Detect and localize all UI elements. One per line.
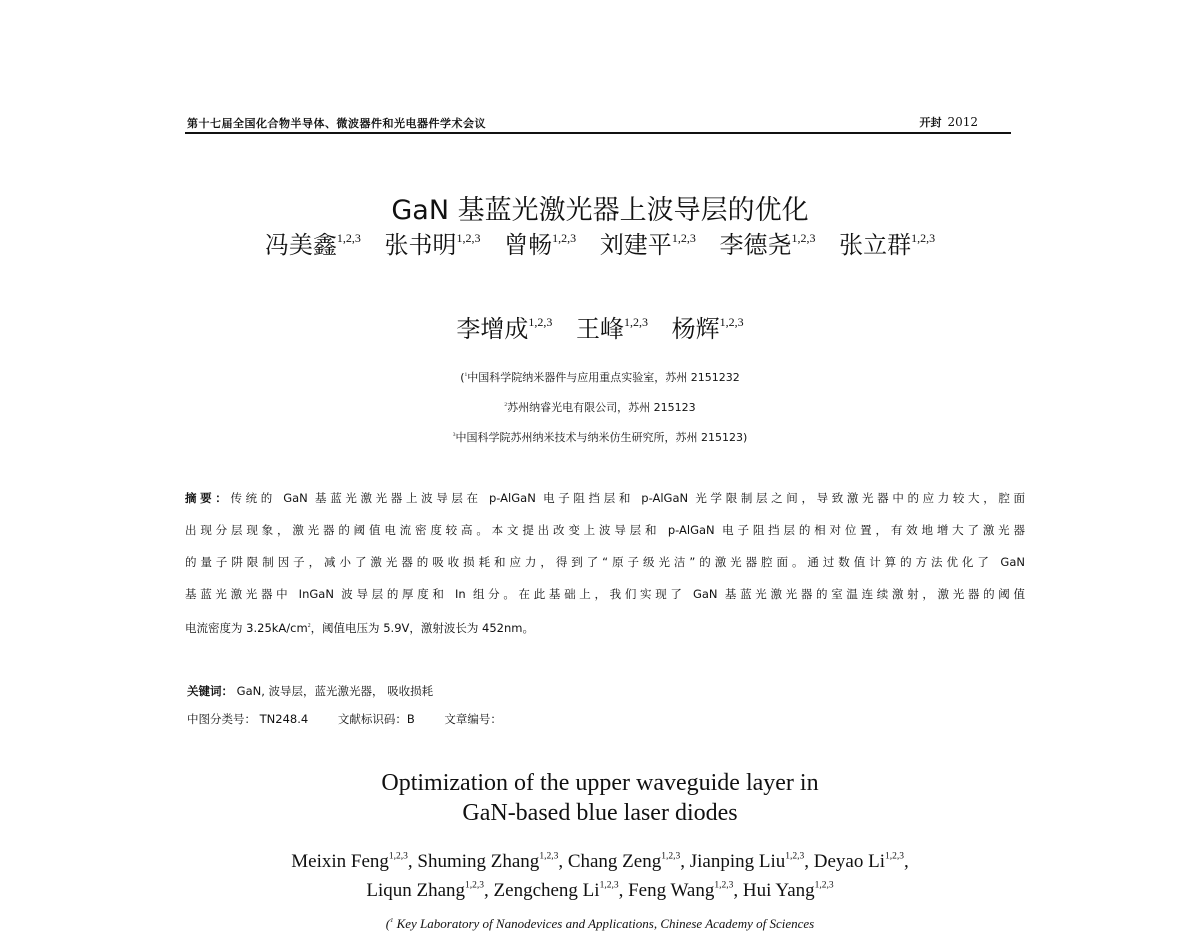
affiliation-en: ($^1$ Key Laboratory of Nanodevices and Applications, Chinese Academy of Sciences xyxy=(385,916,815,931)
abstract-line: 电流密度为 $3.25kA/cm^2$，阈值电压为 5.9V，激射波长为 452nm。 xyxy=(185,621,534,636)
classification xyxy=(187,711,528,727)
authors-cn-line2 xyxy=(0,309,1200,344)
author: Liqun Zhang$^{1,2,3}$, xyxy=(366,880,494,901)
affiliation-cn: $^3$中国科学院苏州纳米技术与纳米仿生研究所，苏州 215123) xyxy=(452,431,748,444)
author: Shuming Zhang$^{1,2,3}$, xyxy=(417,851,568,872)
author: 曾畅$^{1,2,3}$ xyxy=(504,231,577,259)
abstract-line: 摘要：传统的 GaN 基蓝光激光器上波导层在 p-AlGaN 电子阻挡层和 p-AlGaN 光学限制层之间，导致激光器中的应力较大，腔面 xyxy=(185,491,1025,505)
authors-en-line1 xyxy=(0,851,1200,873)
document-code: 文献标识码：B xyxy=(337,712,415,726)
author: 张书明$^{1,2,3}$ xyxy=(384,231,481,259)
author: 冯美鑫$^{1,2,3}$ xyxy=(264,231,361,259)
header-year: 2012 xyxy=(947,115,978,129)
paper-title-en: Optimization of the upper waveguide layer in GaN-based blue laser diodes xyxy=(381,770,819,826)
author: 张立群$^{1,2,3}$ xyxy=(839,231,936,259)
author: 刘建平$^{1,2,3}$ xyxy=(599,231,696,259)
keywords-label: 关键词： xyxy=(187,684,233,698)
affiliation-cn: ($^1$中国科学院纳米器件与应用重点实验室，苏州 2151232 xyxy=(460,371,740,384)
author: Jianping Liu$^{1,2,3}$, xyxy=(689,851,814,872)
header-city: 开封 xyxy=(919,116,942,129)
author: 王峰$^{1,2,3}$ xyxy=(576,315,648,343)
author: 杨辉$^{1,2,3}$ xyxy=(671,315,744,343)
paper-title-cn: GaN 基蓝光激光器上波导层的优化 xyxy=(391,195,809,226)
affiliation-cn: $^2$苏州纳睿光电有限公司，苏州 215123 xyxy=(504,401,696,414)
header-date xyxy=(919,114,978,130)
abstract-line: 出现分层现象，激光器的阈值电流密度较高。本文提出改变上波导层和 p-AlGaN 电子阻挡层的相对位置，有效地增大了激光器 xyxy=(185,523,1025,537)
conference-header: 第十七届全国化合物半导体、微波器件和光电器件学术会议 xyxy=(187,117,486,130)
abstract-line: 的量子阱限制因子，减小了激光器的吸收损耗和应力，得到了“原子级光洁”的激光器腔面。通过数值计算的方法优化了 GaN xyxy=(185,555,1025,569)
author: Chang Zeng$^{1,2,3}$, xyxy=(567,851,690,872)
author: Meixin Feng$^{1,2,3}$, xyxy=(291,851,418,872)
keywords: 关键词： GaN, 波导层，蓝光激光器， 吸收损耗 xyxy=(187,684,434,698)
abstract-line: 基蓝光激光器中 InGaN 波导层的厚度和 In 组分。在此基础上，我们实现了 GaN 基蓝光激光器的室温连续激射，激光器的阈值 xyxy=(185,587,1025,601)
author: Feng Wang$^{1,2,3}$, xyxy=(628,880,743,901)
author: 李德尧$^{1,2,3}$ xyxy=(719,231,816,259)
authors-en-line2 xyxy=(0,880,1200,902)
authors-cn-line1 xyxy=(0,225,1200,260)
header-rule xyxy=(185,132,1011,134)
article-number: 文章编号： xyxy=(444,712,502,726)
author: 李增成$^{1,2,3}$ xyxy=(456,315,553,343)
clc-number: 中图分类号： TN248.4 xyxy=(187,712,309,726)
author: Hui Yang$^{1,2,3}$ xyxy=(742,880,834,901)
author: Zengcheng Li$^{1,2,3}$, xyxy=(493,880,629,901)
abstract xyxy=(185,488,1025,648)
author: Deyao Li$^{1,2,3}$, xyxy=(813,851,909,872)
abstract-label: 摘要： xyxy=(185,491,231,505)
